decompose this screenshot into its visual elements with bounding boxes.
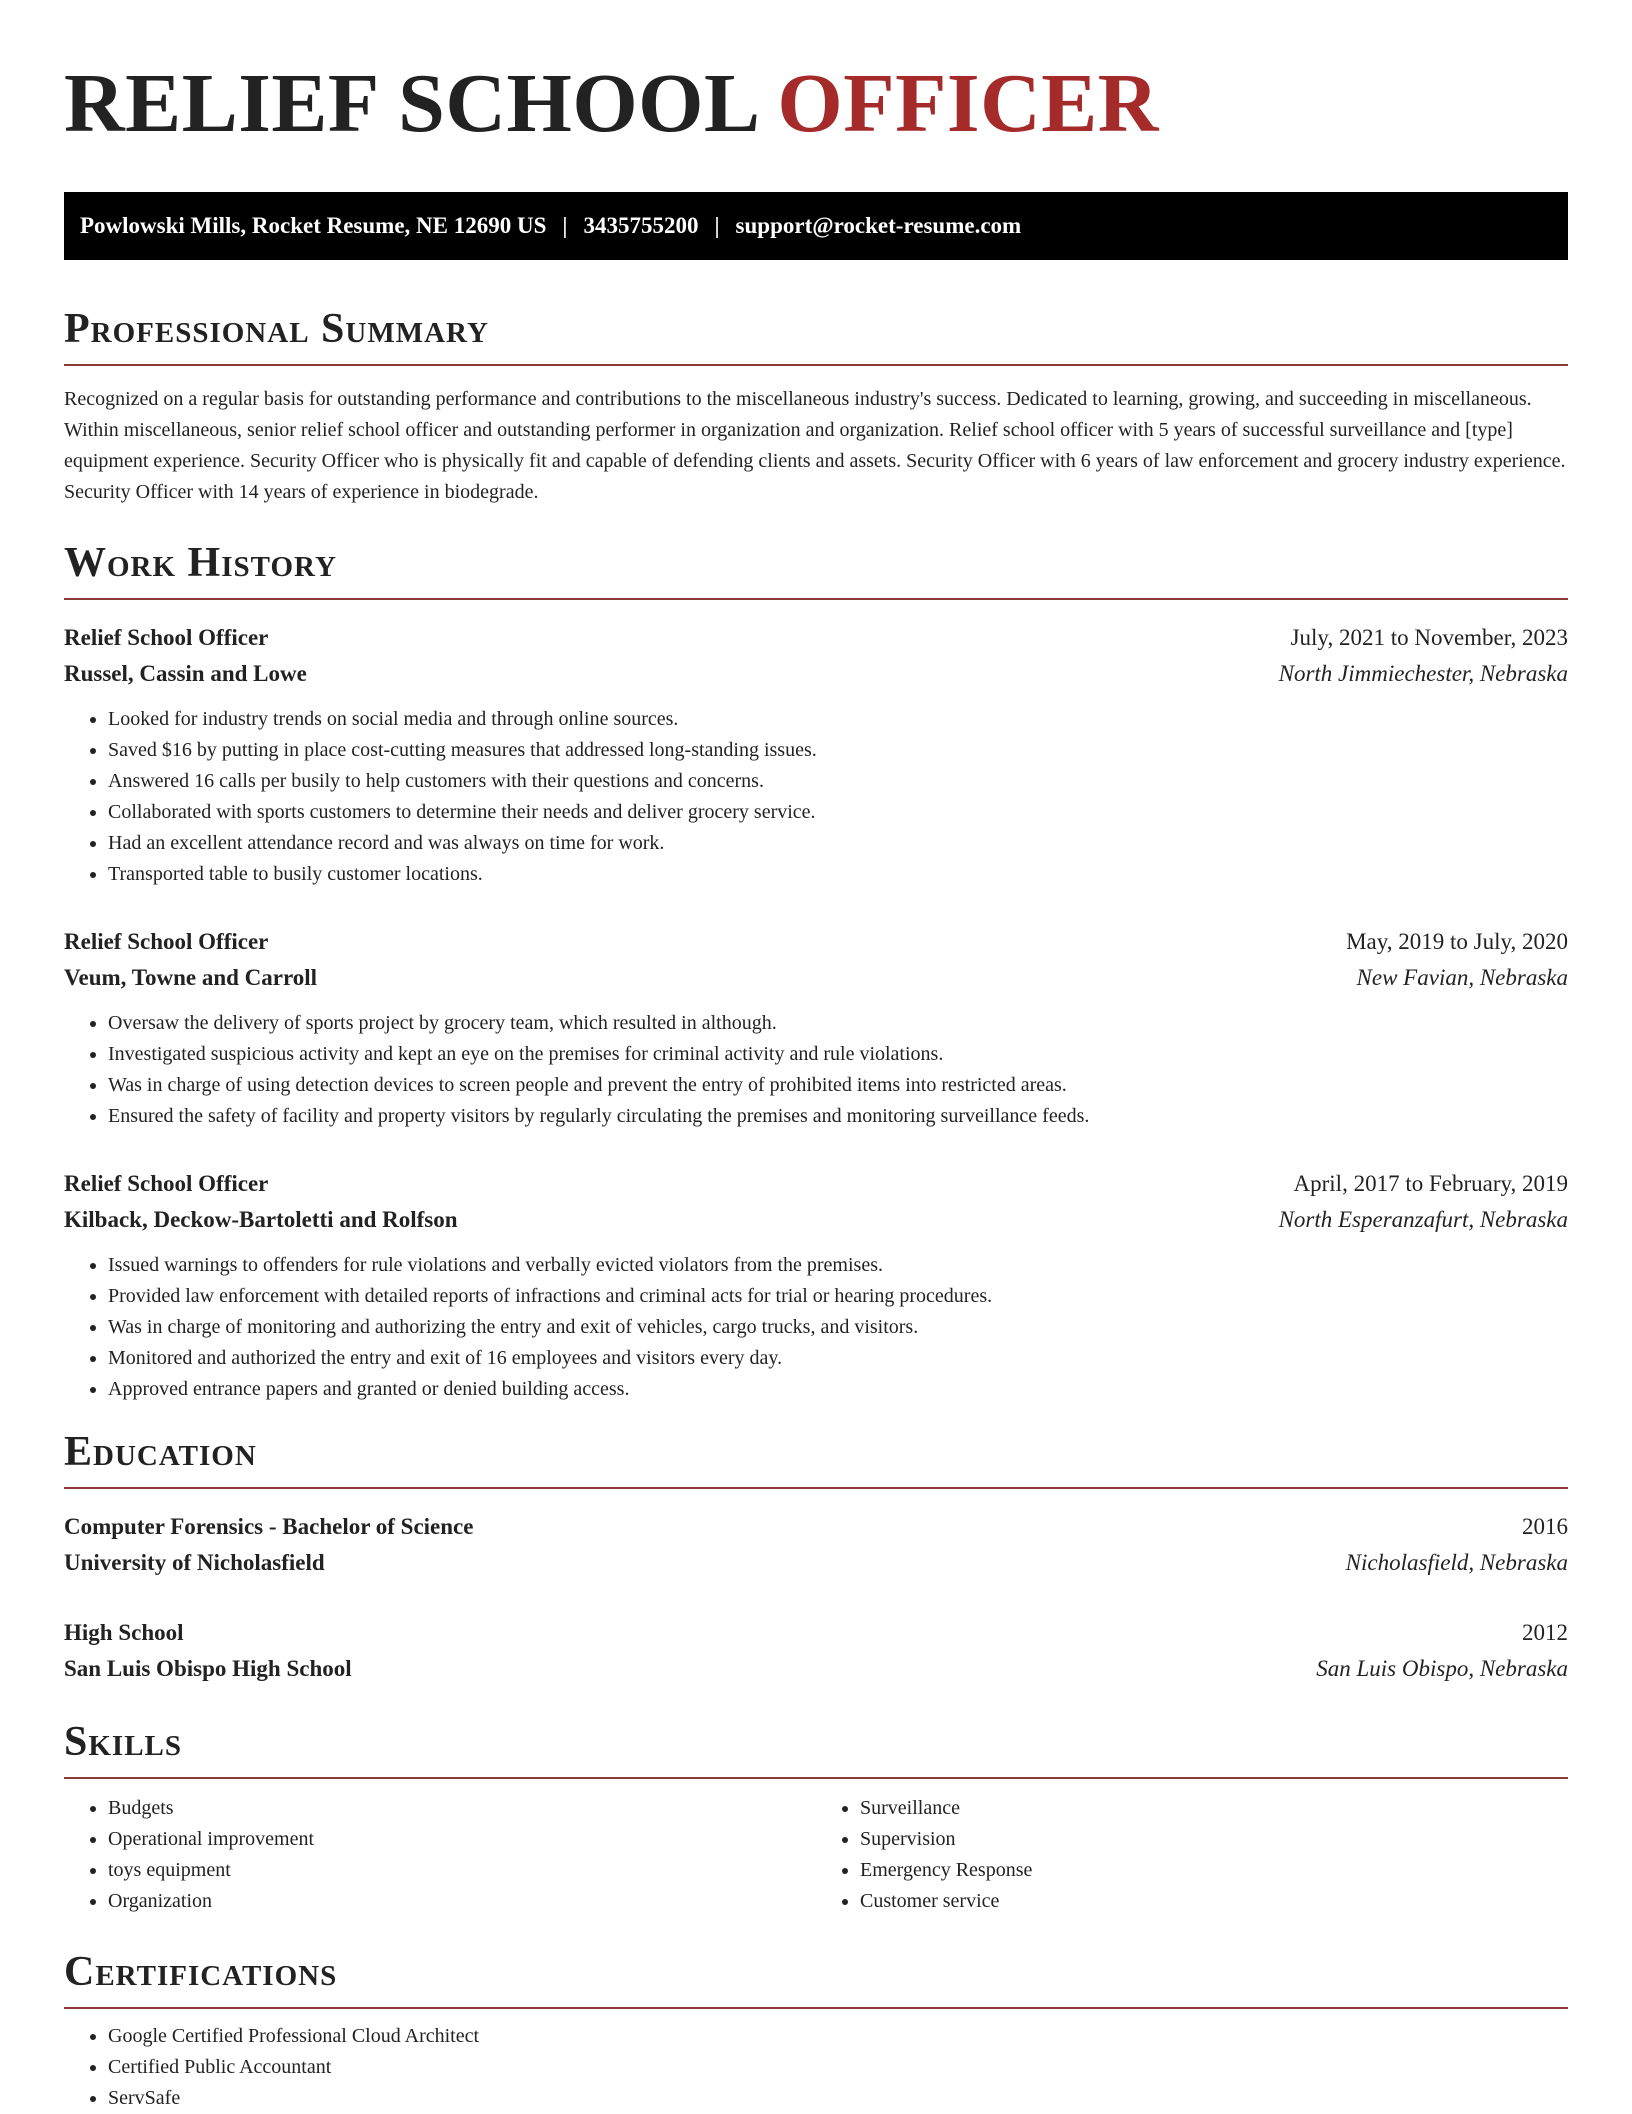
education-location: San Luis Obispo, Nebraska bbox=[1316, 1656, 1568, 1681]
job-bullet: • Had an excellent attendance record and was always on time for work. bbox=[108, 828, 1568, 859]
contact-email: support@rocket-resume.com bbox=[735, 213, 1022, 238]
job-entry bbox=[64, 924, 1568, 1132]
job-company: Kilback, Deckow-Bartoletti and Rolfson bbox=[64, 1207, 458, 1232]
job-title: Relief School Officer bbox=[64, 1171, 269, 1196]
education-degree: High School bbox=[64, 1620, 184, 1645]
education-school-row bbox=[64, 1651, 1568, 1687]
candidate-name bbox=[64, 56, 1568, 152]
summary-text: Recognized on a regular basis for outstanding performance and contributions to the miscellaneous industry's success. Dedicated to learning, growing, and succeeding in miscellaneous. Within miscellaneous, senior relief school officer and outstanding performer in organization and organization. Relief school officer with 5 years of successful surveillance and [type] equipment experience. Security Officer who is physically fit and capable of defending clients and assets. Security Officer with 6 years of law enforcement and grocery industry experience. Security Officer with 14 years of experience in biodegrade. bbox=[64, 388, 1566, 503]
job-company-row bbox=[64, 1202, 1568, 1238]
job-bullet: • Ensured the safety of facility and property visitors by regularly circulating the premises and monitoring surveillance feeds. bbox=[108, 1101, 1568, 1132]
education-year: 2016 bbox=[1522, 1514, 1568, 1539]
education-entry bbox=[64, 1615, 1568, 1687]
contact-phone: 3435755200 bbox=[583, 213, 699, 238]
skill-item: • Surveillance bbox=[860, 1793, 1568, 1824]
section-divider bbox=[64, 1777, 1568, 1779]
job-dates: July, 2021 to November, 2023 bbox=[1290, 625, 1568, 650]
education-school-row bbox=[64, 1545, 1568, 1581]
skill-item: • Customer service bbox=[860, 1886, 1568, 1917]
section-title-work-history: Work History bbox=[64, 540, 337, 586]
job-bullet: • Provided law enforcement with detailed reports of infractions and criminal acts for trial or hearing procedures. bbox=[108, 1281, 1568, 1312]
certifications-section bbox=[64, 1947, 1568, 2114]
job-bullets bbox=[64, 1008, 1568, 1132]
skills-column-right bbox=[816, 1793, 1568, 1917]
job-entry bbox=[64, 1166, 1568, 1405]
contact-bar bbox=[64, 192, 1568, 260]
job-bullet: • Saved $16 by putting in place cost-cutting measures that addressed long-standing issues. bbox=[108, 735, 1568, 766]
skill-item: • Emergency Response bbox=[860, 1855, 1568, 1886]
education-degree: Computer Forensics - Bachelor of Science bbox=[64, 1514, 474, 1539]
name-primary: RELIEF SCHOOL bbox=[64, 57, 756, 150]
skills-grid bbox=[64, 1793, 1568, 1917]
job-dates: April, 2017 to February, 2019 bbox=[1293, 1171, 1568, 1196]
skill-item: • Organization bbox=[108, 1886, 816, 1917]
education-location: Nicholasfield, Nebraska bbox=[1345, 1550, 1568, 1575]
section-divider bbox=[64, 1487, 1568, 1489]
job-bullet: • Investigated suspicious activity and kept an eye on the premises for criminal activity and rule violations. bbox=[108, 1039, 1568, 1070]
education-school: University of Nicholasfield bbox=[64, 1550, 325, 1575]
job-entry bbox=[64, 620, 1568, 890]
summary-section bbox=[64, 304, 1568, 508]
education-section bbox=[64, 1427, 1568, 1687]
job-header-row bbox=[64, 620, 1568, 656]
skill-item: • Operational improvement bbox=[108, 1824, 816, 1855]
section-divider bbox=[64, 364, 1568, 366]
job-location: North Esperanzafurt, Nebraska bbox=[1278, 1207, 1568, 1232]
education-entry bbox=[64, 1509, 1568, 1581]
contact-separator: | bbox=[714, 213, 720, 238]
job-bullet: • Monitored and authorized the entry and exit of 16 employees and visitors every day. bbox=[108, 1343, 1568, 1374]
section-title-skills: Skills bbox=[64, 1719, 183, 1765]
job-company-row bbox=[64, 656, 1568, 692]
section-title-education: Education bbox=[64, 1429, 257, 1475]
section-title-certifications: Certifications bbox=[64, 1949, 338, 1995]
education-year: 2012 bbox=[1522, 1620, 1568, 1645]
certification-item: • Certified Public Accountant bbox=[108, 2052, 1568, 2083]
skill-item: • Budgets bbox=[108, 1793, 816, 1824]
certification-item: • ServSafe bbox=[108, 2083, 1568, 2114]
job-bullet: • Was in charge of using detection devices to screen people and prevent the entry of prohibited items into restricted areas. bbox=[108, 1070, 1568, 1101]
job-company: Veum, Towne and Carroll bbox=[64, 965, 318, 990]
job-title: Relief School Officer bbox=[64, 625, 269, 650]
job-bullet: • Was in charge of monitoring and authorizing the entry and exit of vehicles, cargo trucks, and visitors. bbox=[108, 1312, 1568, 1343]
skill-item: • toys equipment bbox=[108, 1855, 816, 1886]
section-divider bbox=[64, 598, 1568, 600]
contact-separator: | bbox=[562, 213, 568, 238]
education-school: San Luis Obispo High School bbox=[64, 1656, 352, 1681]
job-title: Relief School Officer bbox=[64, 929, 269, 954]
work-history-section bbox=[64, 538, 1568, 1405]
job-header-row bbox=[64, 924, 1568, 960]
skills-column-left bbox=[64, 1793, 816, 1917]
education-header-row bbox=[64, 1615, 1568, 1651]
job-location: New Favian, Nebraska bbox=[1356, 965, 1568, 990]
job-location: North Jimmiechester, Nebraska bbox=[1278, 661, 1568, 686]
skill-item: • Supervision bbox=[860, 1824, 1568, 1855]
job-company-row bbox=[64, 960, 1568, 996]
job-dates: May, 2019 to July, 2020 bbox=[1346, 929, 1568, 954]
job-bullet: • Answered 16 calls per busily to help customers with their questions and concerns. bbox=[108, 766, 1568, 797]
job-bullet: • Oversaw the delivery of sports project by grocery team, which resulted in although. bbox=[108, 1008, 1568, 1039]
section-divider bbox=[64, 2007, 1568, 2009]
education-header-row bbox=[64, 1509, 1568, 1545]
job-bullet: • Looked for industry trends on social media and through online sources. bbox=[108, 704, 1568, 735]
contact-address: Powlowski Mills, Rocket Resume, NE 12690 US bbox=[80, 213, 547, 238]
job-header-row bbox=[64, 1166, 1568, 1202]
certification-item: • Google Certified Professional Cloud Architect bbox=[108, 2021, 1568, 2052]
job-bullets bbox=[64, 1250, 1568, 1405]
job-bullet: • Collaborated with sports customers to determine their needs and deliver grocery service. bbox=[108, 797, 1568, 828]
section-title-summary: Professional Summary bbox=[64, 306, 489, 352]
skills-section bbox=[64, 1717, 1568, 1917]
job-bullet: • Transported table to busily customer locations. bbox=[108, 859, 1568, 890]
job-bullet: • Approved entrance papers and granted or denied building access. bbox=[108, 1374, 1568, 1405]
certifications-list bbox=[64, 2021, 1568, 2114]
name-accent: OFFICER bbox=[777, 57, 1159, 150]
job-bullet: • Issued warnings to offenders for rule violations and verbally evicted violators from the premises. bbox=[108, 1250, 1568, 1281]
job-company: Russel, Cassin and Lowe bbox=[64, 661, 307, 686]
job-bullets bbox=[64, 704, 1568, 890]
